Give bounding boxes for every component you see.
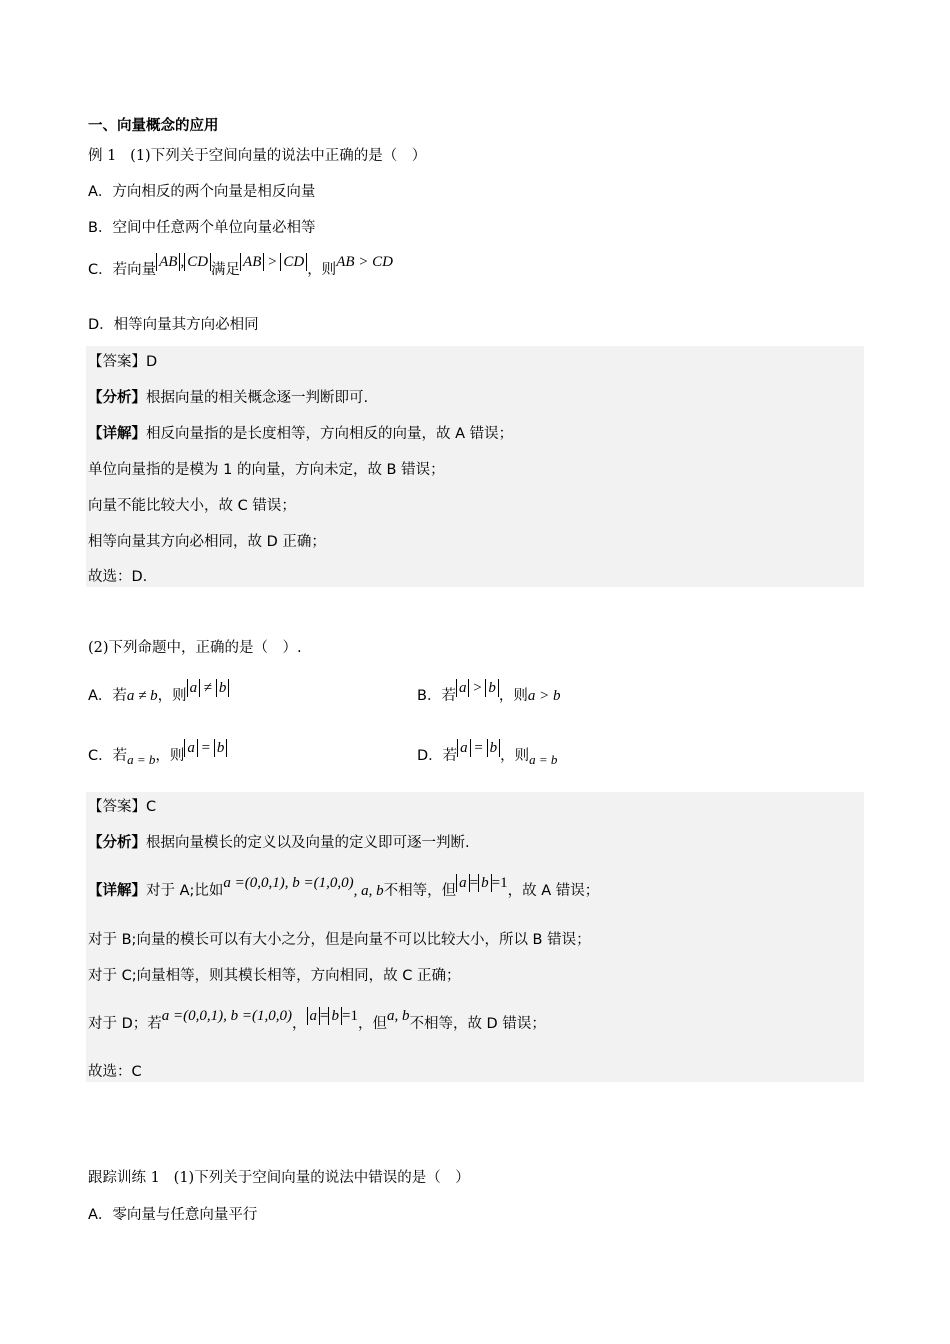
q2-option-d [417, 740, 558, 767]
gt-sign: > [473, 680, 482, 696]
analysis-tag: 【分析】 [88, 390, 146, 406]
abs-a: a [457, 739, 471, 757]
q2-answer [88, 797, 156, 817]
neq-sign: ≠ [203, 680, 213, 696]
q2-b-prefix: B．若 [417, 688, 456, 704]
q2-c-condition: a = b [127, 752, 156, 767]
abs-ab: AB [240, 253, 264, 271]
answer-value: D [146, 354, 158, 370]
abs-a: a [456, 679, 470, 697]
q1-detail-3: 向量不能比较大小，故 C 错误； [88, 498, 296, 514]
practice-1-stem [88, 1168, 470, 1188]
abs-a: a [187, 679, 201, 697]
example-label: 例 1 [88, 148, 117, 164]
abs-a: a [456, 874, 470, 892]
q2-a-then: ，则 [157, 688, 187, 704]
q1-answer [88, 352, 157, 372]
q2-analysis [88, 833, 470, 853]
question-2-stem: (2)下列命题中，正确的是（ ）. [88, 640, 302, 656]
q2-option-a [88, 680, 229, 706]
detail-end: 不相等，故 D 错误； [409, 1016, 546, 1032]
q1-detail-1 [88, 424, 513, 444]
eq-sign: = [201, 740, 211, 756]
q1-option-c-prefix: C．若向量 [88, 262, 157, 278]
comma: , [180, 254, 185, 270]
q1-option-a: A．方向相反的两个向量是相反向量 [88, 184, 316, 200]
abs-b: b [478, 874, 492, 892]
q1-conclusion: 故选：D. [88, 569, 148, 585]
q2-detail-4 [88, 1008, 546, 1034]
question-1-stem: (1)下列关于空间向量的说法中正确的是（ ） [130, 148, 427, 164]
detail-prefix: 对于 A;比如 [146, 883, 224, 899]
vectors-ab: , a, b [353, 883, 384, 899]
practice-label: 跟踪训练 1 [88, 1170, 160, 1186]
q1-option-c-mid: 满足 [211, 262, 241, 278]
q1-option-c [88, 254, 393, 280]
q2-d-result: a = b [529, 752, 558, 767]
equals-one: =1 [341, 1008, 358, 1024]
eq-sign: = [474, 740, 483, 756]
abs-b: b [328, 1007, 342, 1025]
q2-c-then: ，则 [155, 748, 185, 764]
q2-d-prefix: D．若 [417, 748, 458, 764]
q2-c-prefix: C．若 [88, 748, 128, 764]
then-text: ，则 [307, 262, 337, 278]
q1-detail-4: 相等向量其方向必相同，故 D 正确； [88, 534, 326, 550]
abs-b: b [216, 679, 230, 697]
vec-ab-abs: AB [156, 253, 180, 271]
vectors-ab: a, b [386, 1008, 410, 1024]
abs-b: b [214, 739, 228, 757]
detail-prefix: 对于 D；若 [88, 1016, 162, 1032]
abs-a: a [184, 739, 198, 757]
detail-end: ，故 A 错误； [507, 883, 600, 899]
q2-d-then: ，则 [500, 748, 530, 764]
practice-1-option-a: A．零向量与任意向量平行 [88, 1207, 258, 1223]
vector-definitions: a =(0,0,1), b =(1,0,0) [223, 875, 354, 891]
q1-option-c-relation: AB > CD [336, 254, 393, 270]
answer-tag: 【答案】 [88, 354, 146, 370]
section-title: 一、向量概念的应用 [88, 118, 219, 134]
detail-tag: 【详解】 [88, 426, 146, 442]
practice-stem-text: (1)下列关于空间向量的说法中错误的是（ ） [173, 1170, 470, 1186]
equals-one: =1 [491, 875, 508, 891]
gt-sign: > [268, 254, 277, 270]
q2-option-c [88, 740, 227, 767]
q2-b-result: a > b [527, 688, 561, 704]
example-1-stem [88, 146, 426, 166]
vector-definitions: a =(0,0,1), b =(1,0,0) [161, 1008, 293, 1024]
detail-mid: ，但 [357, 1016, 387, 1032]
q2-a-condition: a ≠ b [126, 688, 158, 704]
abs-cd: CD [280, 253, 307, 271]
comma: ， [292, 1016, 307, 1032]
answer-value: C [146, 799, 157, 815]
analysis-text: 根据向量的相关概念逐一判断即可. [146, 390, 369, 406]
q2-detail-3: 对于 C;向量相等，则其模长相等，方向相同，故 C 正确； [88, 968, 461, 984]
detail-mid: 不相等，但 [383, 883, 457, 899]
analysis-text: 根据向量模长的定义以及向量的定义即可逐一判断. [146, 835, 470, 851]
q1-analysis [88, 388, 368, 408]
q2-detail-2: 对于 B;向量的模长可以有大小之分，但是向量不可以比较大小，所以 B 错误； [88, 932, 591, 948]
q2-b-then: ，则 [498, 688, 528, 704]
q2-option-b [417, 680, 561, 706]
analysis-tag: 【分析】 [88, 835, 146, 851]
eq-sign: = [320, 1008, 329, 1024]
q2-detail-1 [88, 875, 600, 901]
detail-tag: 【详解】 [88, 883, 146, 899]
q1-detail-2: 单位向量指的是模为 1 的向量，方向未定，故 B 错误； [88, 462, 445, 478]
answer-tag: 【答案】 [88, 799, 146, 815]
q2-conclusion: 故选：C [88, 1064, 142, 1080]
detail-text: 相反向量指的是长度相等，方向相反的向量，故 A 错误； [146, 426, 514, 442]
abs-b: b [485, 679, 499, 697]
vec-cd-abs: CD [184, 253, 211, 271]
eq-sign: = [469, 875, 479, 891]
abs-a: a [307, 1007, 321, 1025]
q1-option-d: D．相等向量其方向必相同 [88, 317, 259, 333]
q1-option-b: B．空间中任意两个单位向量必相等 [88, 220, 316, 236]
q2-a-prefix: A．若 [88, 688, 127, 704]
abs-b: b [487, 739, 501, 757]
